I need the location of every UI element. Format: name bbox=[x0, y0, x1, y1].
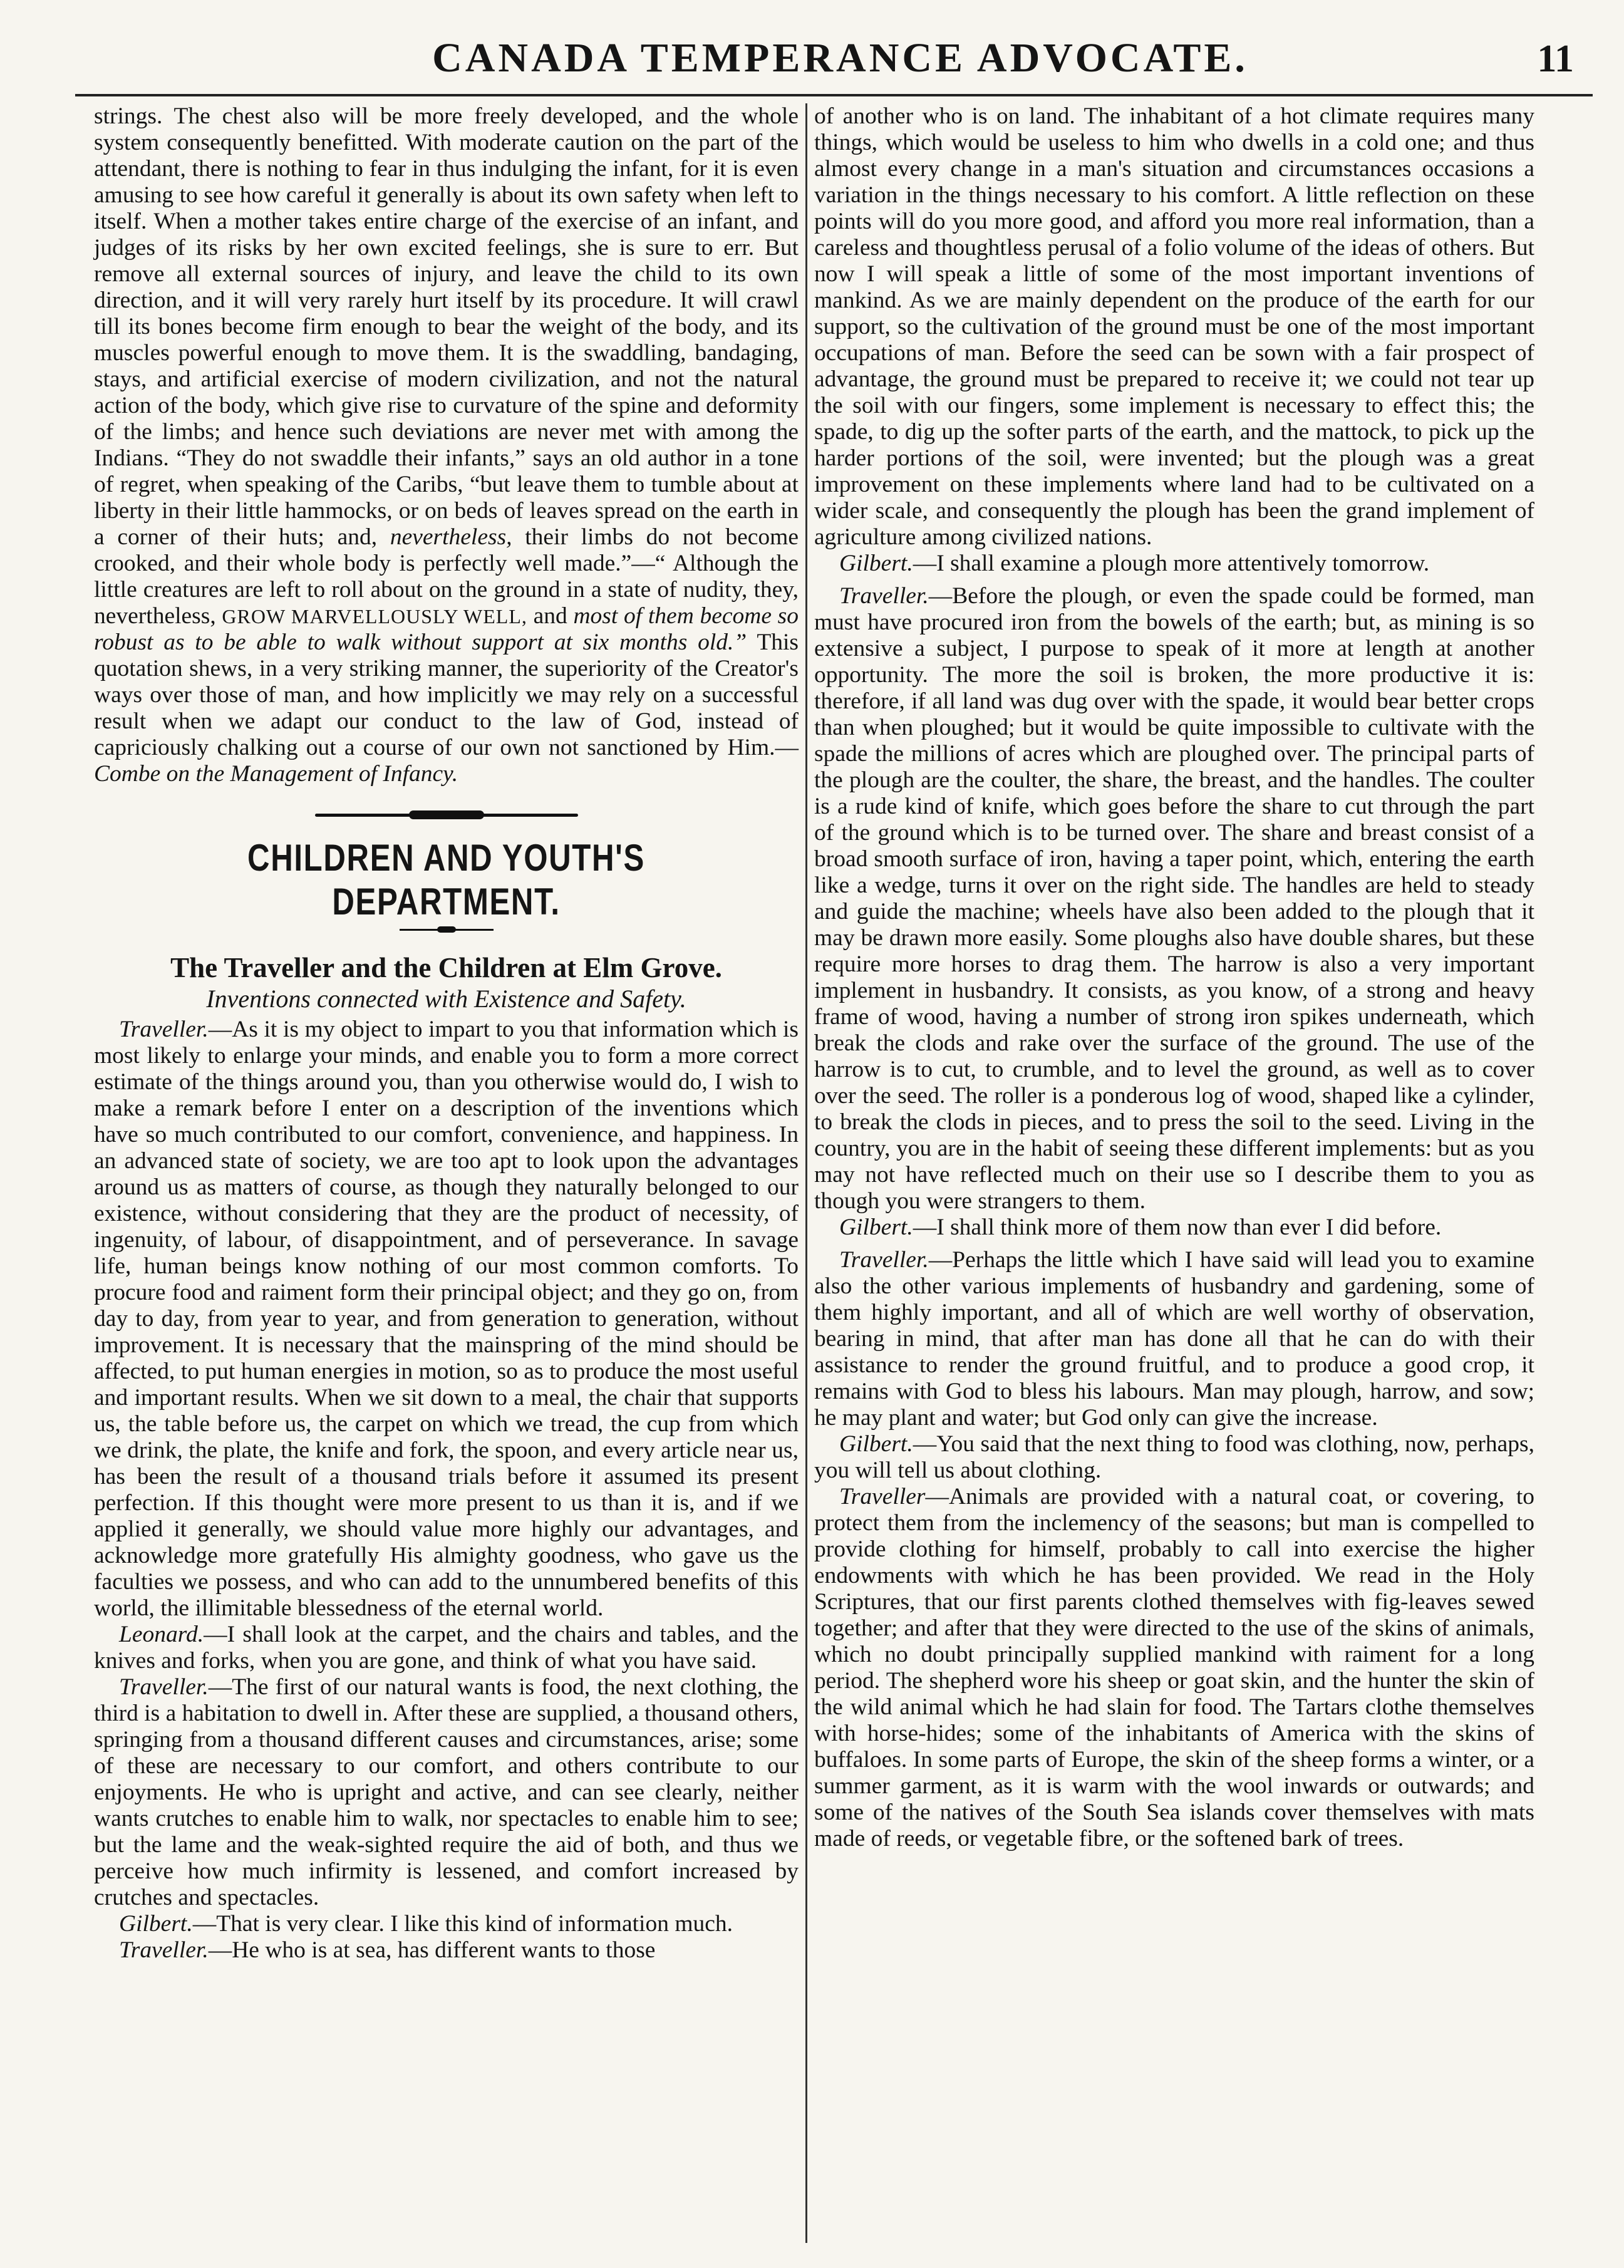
infancy-text-and: and bbox=[533, 603, 567, 629]
page-number: 11 bbox=[1537, 38, 1574, 80]
dialogue-text: —He who is at sea, has different wants to those bbox=[208, 1937, 656, 1963]
dialogue-paragraph bbox=[94, 1674, 799, 1911]
dialogue-paragraph bbox=[814, 1431, 1534, 1484]
dialogue-paragraph bbox=[94, 1937, 799, 1964]
dialogue-text: —That is very clear. I like this kind of information much. bbox=[192, 1911, 733, 1937]
speaker-name: Gilbert. bbox=[839, 551, 913, 576]
infancy-text-part-3: This quotation shews, in a very striking manner, the superiority of the Creator's ways over those of man, and how implicitly we may rely on a successful result when we adapt our conduct to the law of God, instead of capriciously chalking out a course of our own not sanctioned by Him.— bbox=[94, 629, 799, 760]
speaker-name: Traveller bbox=[839, 1484, 926, 1509]
speaker-name: Gilbert. bbox=[119, 1911, 193, 1937]
dialogue-text: —I shall think more of them now than ever I did before. bbox=[913, 1214, 1442, 1240]
infancy-text-italic-1: nevertheless, bbox=[390, 524, 512, 550]
infancy-text-caps: GROW MARVELLOUSLY WELL, bbox=[222, 605, 527, 628]
left-column bbox=[94, 103, 799, 1964]
dialogue-text: —Before the plough, or even the spade could be formed, man must have procured iron from the bowels of the earth; but, as mining is so extensive a subject, I purpose to speak of it more at length at another opportunity. The more the soil is broken, the more productive it is: therefore, if all land was dug over with the spade, it would bear better crops than when ploughed; but it would be quite impossible to cultivate with the spade the millions of acres which are ploughed over. The principal parts of the plough are the coulter, the share, the breast, and the handles. The coulter is a rude kind of knife, which goes before the share to cut through the part of the ground which is to be turned over. The share and breast consist of a broad smooth surface of iron, having a taper point, which, entering the earth like a wedge, turns it over on the right side. The handles are held to steady and guide the machine; wheels have also been added to the plough that it may be drawn more easily. Some ploughs also have double shares, but these require more horses to drag them. The harrow is also a very important implement in husbandry. It consists, as you know, of a strong and heavy frame of wood, having a number of strong iron spikes underneath, which break the clods and rake over the surface of the ground. The use of the harrow is to cut, to crumble, and to level the ground, as well as to cover over the seed. The roller is a ponderous log of wood, shaped like a cylinder, to break the clods in pieces, and to press the soil to the seed. Living in the country, you are in the habit of seeing these different implements: but as you may not have reflected much on their use so I describe them to you as though you were strangers to them. bbox=[814, 583, 1534, 1214]
dialogue-text: —Perhaps the little which I have said will lead you to examine also the other various implements of husbandry and gardening, some of them highly important, and all of which are well worthy of observation, bearing in mind, that after man has done all that he can do with their assistance to render the ground fruitful, and to produce a good crop, it remains with God to bless his labours. Man may plough, harrow, and sow; he may plant and water; but God only can give the increase. bbox=[814, 1247, 1534, 1431]
speaker-name: Gilbert. bbox=[839, 1431, 913, 1457]
dialogue-paragraph bbox=[94, 1911, 799, 1937]
dialogue-text: —You said that the next thing to food was clothing, now, perhaps, you will tell us about clothing. bbox=[814, 1431, 1534, 1483]
dialogue-paragraph bbox=[814, 1214, 1534, 1241]
dialogue-text: —Animals are provided with a natural coat, or covering, to protect them from the inclemency of the seasons; but man is compelled to provide clothing for himself, probably to call into exercise the higher endowments with which he has been provided. We read in the Holy Scriptures, that our first parents clothed themselves with fig-leaves sewed together; and after that they were directed to the use of the skins of animals, which no doubt principally supplied mankind with raiment for a long period. The shepherd wore his sheep or goat skin, and the hunter the skin of the wild animal which he had slain for food. The Tartars clothe themselves with horse-hides; some of the inhabitants of America with the skins of buffaloes. In some parts of Europe, the skin of the sheep forms a winter, or a summer garment, as it is warm with the wool inwards or outwards; and some of the natives of the South Sea islands cover themselves with mats made of reeds, or vegetable fibre, or the softened bark of trees. bbox=[814, 1484, 1534, 1851]
small-divider-ornament bbox=[400, 926, 494, 933]
masthead-title: CANADA TEMPERANCE ADVOCATE. bbox=[432, 35, 1248, 81]
speaker-name: Traveller. bbox=[839, 1247, 929, 1273]
right-column bbox=[814, 103, 1534, 1852]
infancy-text-part-1: strings. The chest also will be more freely developed, and the whole system consequently benefitted. With moderate caution on the part of the attendant, there is nothing to fear in thus indulging the infant, for it is even amusing to see how careful it generally is about its own safety when left to itself. When a mother takes entire charge of the exercise of an infant, and judges of its risks by her own excited feelings, she is sure to err. But remove all external sources of injury, and leave the child to its own direction, and it will very rarely hurt itself by its procedure. It will crawl till its bones become firm enough to bear the weight of the body, and its muscles powerful enough to move them. It is the swaddling, bandaging, stays, and artificial exercise of modern civilization, and not the natural action of the body, which give rise to curvature of the spine and deformity of the limbs; and hence such deviations are never met with among the Indians. “They do not swaddle their infants,” says an old author in a tone of regret, when speaking of the Caribs, “but leave them to tumble about at liberty in their little hammocks, or on beds of leaves spread on the earth in a corner of their huts; and, bbox=[94, 103, 799, 550]
article-subtitle: Inventions connected with Existence and Safety. bbox=[206, 985, 686, 1013]
dialogue-continuation: of another who is on land. The inhabitant of a hot climate requires many things, which would be useless to him who dwells in a cold one; and thus almost every change in a man's situation and circumstances occasions a variation in the things necessary to his comfort. A little reflection on these points will do you more good, and afford you more real information, than a careless and thoughtless perusal of a folio volume of the ideas of others. But now I will speak a little of some of the most important inventions of mankind. As we are mainly dependent on the produce of the earth for our support, so the cultivation of the ground must be one of the most important occupations of man. Before the seed can be sown with a fair prospect of advantage, the ground must be prepared to receive it; we could not tear up the soil with our fingers, some implement is necessary to effect this; the spade, to dig up the softer parts of the earth, and the mattock, to pick up the harder portions of the soil, were invented; but the plough was a great improvement on these implements where land had to be cultivated on a wider scale, and consequently the plough has been the grand implement of agriculture among civilized nations. bbox=[814, 103, 1534, 550]
speaker-name: Traveller. bbox=[119, 1017, 209, 1042]
infancy-text-part-2: their limbs do not become crooked, and their whole body is perfectly well made.”—“ Although the little creatures are left to roll about on the ground in a state of nudity, they, nevertheless, bbox=[94, 524, 799, 629]
dialogue-paragraph bbox=[94, 1622, 799, 1674]
column-divider bbox=[805, 103, 807, 2243]
speaker-name: Traveller. bbox=[119, 1674, 209, 1700]
speaker-name: Traveller. bbox=[839, 583, 929, 609]
infancy-source-citation: Combe on the Management of Infancy. bbox=[94, 761, 458, 787]
section-divider-ornament bbox=[315, 809, 578, 821]
dialogue-paragraph bbox=[814, 551, 1534, 577]
speaker-name: Leonard. bbox=[119, 1622, 204, 1647]
dialogue-paragraph bbox=[814, 1247, 1534, 1431]
section-title: CHILDREN AND YOUTH'S DEPARTMENT. bbox=[247, 837, 645, 923]
speaker-name: Traveller. bbox=[119, 1937, 209, 1963]
dialogue-text: —I shall examine a plough more attentively tomorrow. bbox=[913, 551, 1430, 576]
page-header bbox=[94, 34, 1586, 103]
infancy-article-text bbox=[94, 103, 799, 787]
dialogue-text: —As it is my object to impart to you that information which is most likely to enlarge your minds, and enable you to form a more correct estimate of the things around you, than you otherwise would do, I wish to make a remark before I enter on a description of the inventions which have so much contributed to our comfort, convenience, and happiness. In an advanced state of society, we are too apt to look upon the advantages around us as matters of course, as though they naturally belonged to our existence, without considering that they are the product of necessity, of ingenuity, of labour, of disappointment, and of perseverance. In savage life, human beings know nothing of our most common comforts. To procure food and raiment form their principal object; and they go on, from day to day, from year to year, and from generation to generation, without improvement. It is necessary that the mainspring of the mind should be affected, to put human energies in motion, so as to produce the most useful and important results. When we sit down to a meal, the chair that supports us, the table before us, the carpet on which we tread, the cup from which we drink, the plate, the knife and fork, the spoon, and every article near us, has been the result of a thousand trials before it assumed its present perfection. If this thought were more present to us than it is, and if we applied it generally, we should value more highly our advantages, and acknowledge more gratefully His almighty goodness, who gave us the faculties we possess, and who can add to the unnumbered benefits of this world, the illimitable blessedness of the eternal world. bbox=[94, 1017, 799, 1621]
header-rule bbox=[75, 94, 1593, 96]
dialogue-text: —I shall look at the carpet, and the chairs and tables, and the knives and forks, when you are gone, and think of what you have said. bbox=[94, 1622, 799, 1674]
article-title: The Traveller and the Children at Elm Grove. bbox=[170, 952, 722, 983]
speaker-name: Gilbert. bbox=[839, 1214, 913, 1240]
dialogue-paragraph bbox=[814, 583, 1534, 1214]
dialogue-paragraph bbox=[94, 1017, 799, 1622]
infancy-text-italic-2: most of them become so robust as to be able to walk without support at six months old.” bbox=[94, 603, 799, 655]
dialogue-paragraph bbox=[814, 1484, 1534, 1852]
dialogue-text: —The first of our natural wants is food, the next clothing, the third is a habitation to dwell in. After these are supplied, a thousand others, springing from a thousand different causes and circumstances, arise; some of these are necessary to our comfort, and others contribute to our enjoyments. He who is upright and active, and can see clearly, neither wants crutches to enable him to walk, nor spectacles to enable him to see; but the lame and the weak-sighted require the aid of both, and thus we perceive how much infirmity is lessened, and comfort increased by crutches and spectacles. bbox=[94, 1674, 799, 1910]
